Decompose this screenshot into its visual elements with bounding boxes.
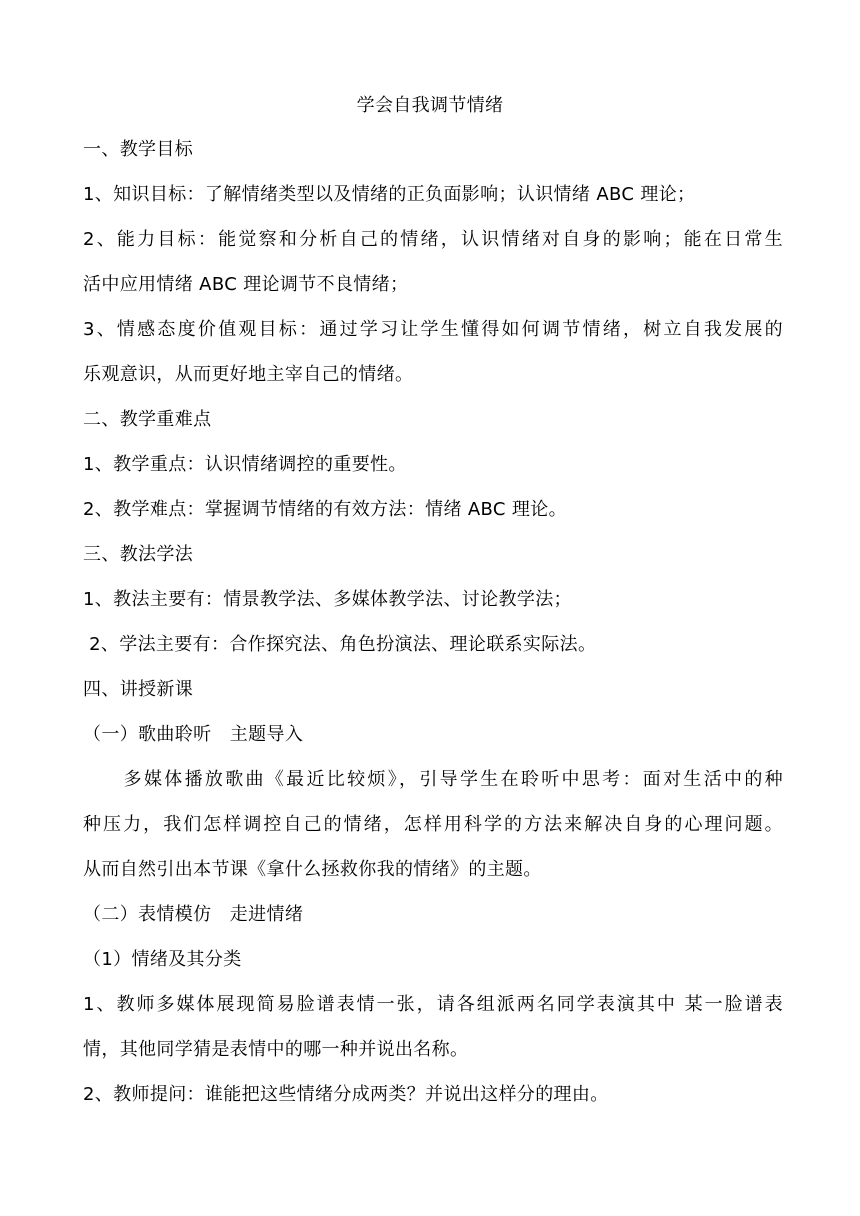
paragraph-line: 2、学法主要有：合作探究法、角色扮演法、理论联系实际法。 xyxy=(83,634,597,655)
section-heading-new-lesson: 四、讲授新课 xyxy=(83,679,194,700)
paragraph-line: 2、教学难点：掌握调节情绪的有效方法：情绪 ABC 理论。 xyxy=(83,499,567,520)
section-heading-teaching-goals: 一、教学目标 xyxy=(83,139,194,160)
paragraph-line: 1、知识目标：了解情绪类型以及情绪的正负面影响；认识情绪 ABC 理论； xyxy=(83,184,696,205)
paragraph-line: 2、教师提问：谁能把这些情绪分成两类？并说出这样分的理由。 xyxy=(83,1084,609,1105)
paragraph-line: 种压力，我们怎样调控自己的情绪，怎样用科学的方法来解决自身的心理问题。 xyxy=(83,814,783,835)
subsection-heading: （1）情绪及其分类 xyxy=(83,949,242,970)
paragraph-line: 1、教法主要有：情景教学法、多媒体教学法、讨论教学法； xyxy=(83,589,572,610)
paragraph-line: 从而自然引出本节课《拿什么拯救你我的情绪》的主题。 xyxy=(83,859,542,880)
subsection-heading: （二）表情模仿 走进情绪 xyxy=(83,904,304,925)
paragraph-line: 2、能力目标：能觉察和分析自己的情绪，认识情绪对自身的影响；能在日常生 xyxy=(83,229,783,250)
paragraph-line: 多媒体播放歌曲《最近比较烦》，引导学生在聆听中思考：面对生活中的种 xyxy=(83,769,783,790)
paragraph-line: 情，其他同学猜是表情中的哪一种并说出名称。 xyxy=(83,1039,469,1060)
paragraph-line: 活中应用情绪 ABC 理论调节不良情绪； xyxy=(83,274,409,295)
paragraph-line: 1、教师多媒体展现简易脸谱表情一张，请各组派两名同学表演其中 某一脸谱表 xyxy=(83,994,783,1015)
document-title: 学会自我调节情绪 xyxy=(356,95,504,116)
paragraph-line: 乐观意识，从而更好地主宰自己的情绪。 xyxy=(83,364,414,385)
section-heading-key-points: 二、教学重难点 xyxy=(83,409,212,430)
section-heading-methods: 三、教法学法 xyxy=(83,544,194,565)
paragraph-line: 3、情感态度价值观目标：通过学习让学生懂得如何调节情绪，树立自我发展的 xyxy=(83,319,783,340)
subsection-heading: （一）歌曲聆听 主题导入 xyxy=(83,724,304,745)
paragraph-line: 1、教学重点：认识情绪调控的重要性。 xyxy=(83,454,407,475)
